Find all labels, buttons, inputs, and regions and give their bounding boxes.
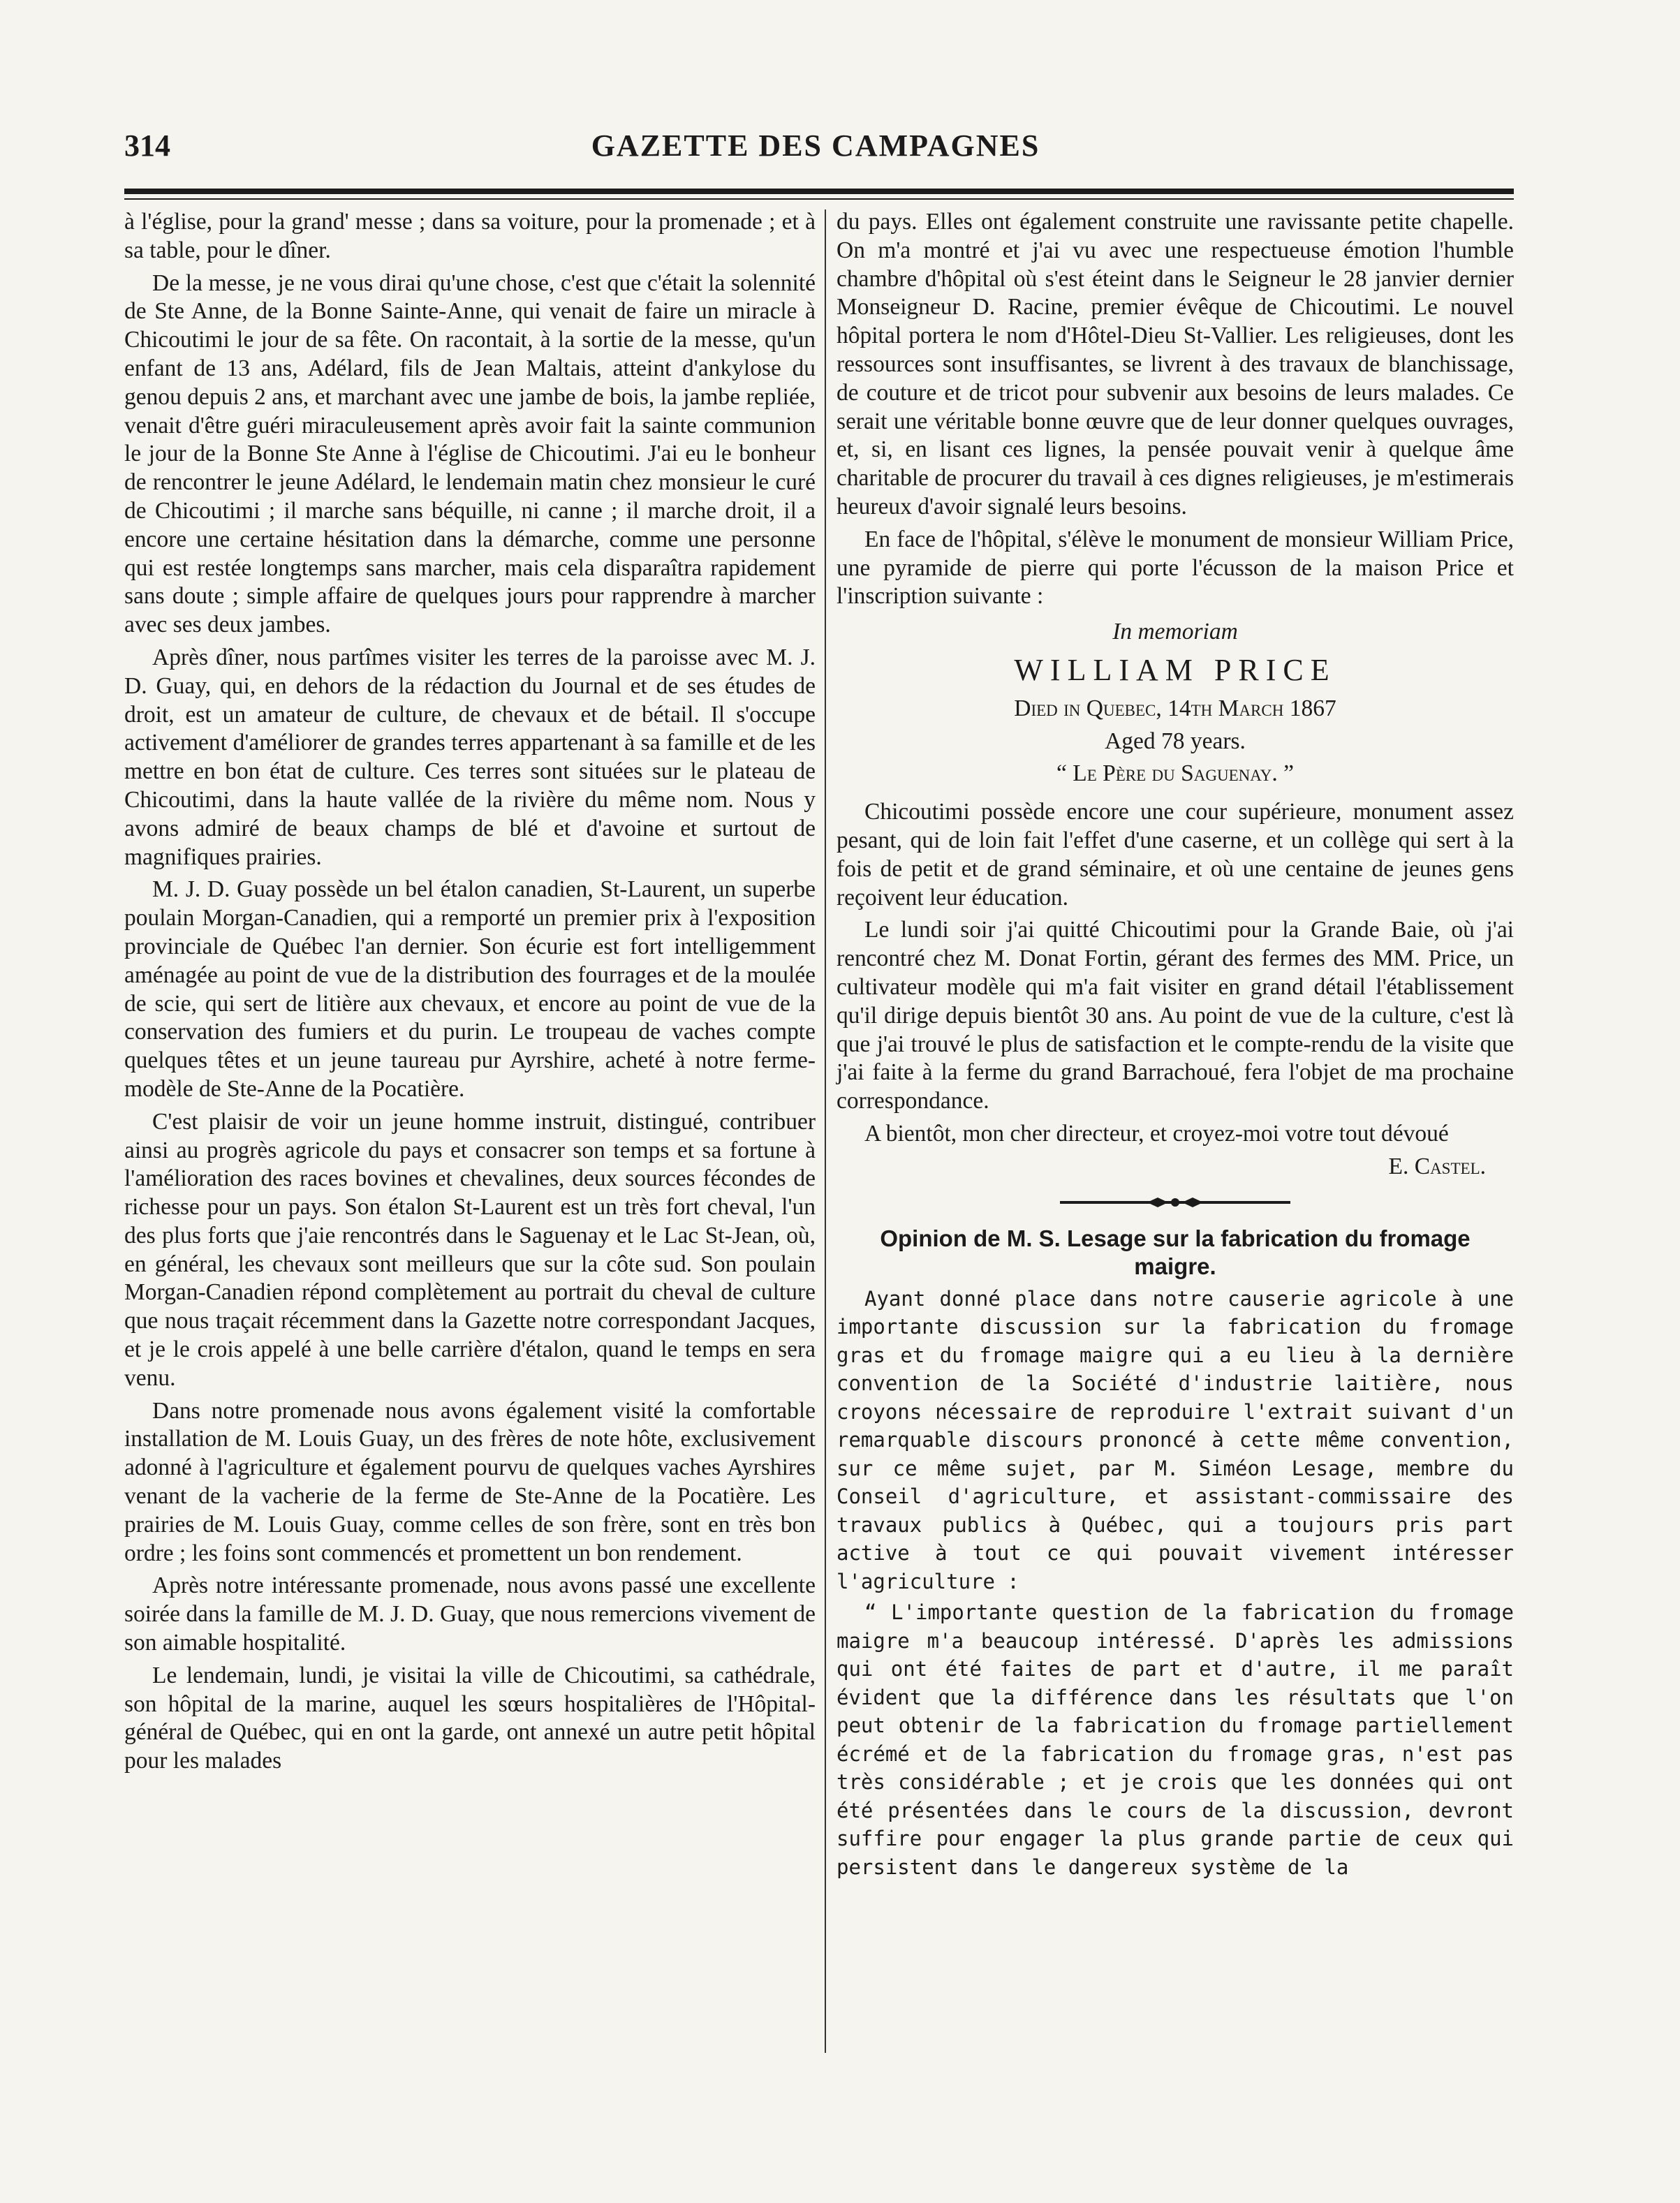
inscription-epithet: “ Le Père du Saguenay. ” [1056, 760, 1295, 787]
header-rule-thick [124, 189, 1514, 194]
left-column [124, 208, 816, 1780]
article-title: Opinion de M. S. Lesage sur la fabrication du fromage maigre. [880, 1225, 1471, 1279]
paragraph: Après dîner, nous partîmes visiter les terres de la paroisse avec M. J. D. Guay, qui, en dehors de la rédaction du Journal et de ses études de droit, est un amateur de culture, de chevaux et de bétail. Il s'occupe activement d'améliorer de grandes terres appartenant à sa famille et de les mettre en bon état de culture. Ces terres sont situées sur le plateau de Chicoutimi, dans la haute vallée de la rivière du même nom. Nous y avons admiré de beaux champs de blé et d'avoine et surtout de magnifiques prairies. [124, 644, 816, 870]
paragraph: Après notre intéressante promenade, nous avons passé une excellente soirée dans la famille de M. J. D. Guay, que nous remercions vivement de son aimable hospitalité. [124, 1572, 816, 1656]
right-column [837, 208, 1514, 1884]
monument-inscription [837, 618, 1514, 788]
paragraph: “ L'importante question de la fabrication du fromage maigre m'a beaucoup intéressé. D'après les admissions qui ont été faites de part et d'autre, il me paraît évident que la différence dans les résultats que l'on peut obtenir de la fabrication du fromage partiellement écrémé et de la fabrication du fromage gras, n'est pas très considérable ; et je crois que les données qui ont été présentées dans le cours de la discussion, devront suffire pour engager la plus grande partie de ceux qui persistent dans le dangereux système de la [837, 1600, 1514, 1879]
paragraph: Chicoutimi possède encore une cour supérieure, monument assez pesant, qui de loin fait l'effet d'une caserne, et un collège qui sert à la fois de petit et de grand séminaire, et où une centaine de jeunes gens reçoivent leur éducation. [837, 799, 1514, 911]
paragraph: à l'église, pour la grand' messe ; dans sa voiture, pour la promenade ; et à sa table, pour le dîner. [124, 209, 816, 263]
paragraph: A bientôt, mon cher directeur, et croyez-moi votre tout dévoué [864, 1120, 1449, 1147]
paragraph: C'est plaisir de voir un jeune homme instruit, distingué, contribuer ainsi au progrès agricole du pays et consacrer son temps et sa fortune à l'amélioration des races bovines et chevalines, deux sources fécondes de richesse pour un pays. Son étalon St-Laurent est un très fort cheval, l'un des plus forts que j'aie rencontrés dans le Saguenay et le Lac St-Jean, où, en général, les chevaux sont meilleurs que sur la côte sud. Son poulain Morgan-Canadien répond complètement au portrait du cheval de culture que nous traçait récemment dans la Gazette notre correspondant Jacques, et je le crois appelé à une belle carrière d'étalon, quand le temps en sera venu. [124, 1108, 816, 1391]
paragraph: Dans notre promenade nous avons également visité la comfortable installation de M. Louis Guay, un des frères de note hôte, exclusivement adonné à l'agriculture et également pourvu de quelques vaches Ayrshires venant de la vacherie de la ferme de Ste-Anne de la Pocatière. Les prairies de M. Louis Guay, comme celles de son frère, sont en très bon ordre ; les foins sont commencés et promettent un bon rendement. [124, 1397, 816, 1566]
inscription-aged: Aged 78 years. [1105, 728, 1246, 754]
inscription-memoriam: In memoriam [1112, 619, 1238, 645]
header-rule-thin [124, 198, 1514, 200]
column-divider [825, 209, 826, 2053]
article-body [837, 1285, 1514, 1882]
paragraph: Le lundi soir j'ai quitté Chicoutimi pour la Grande Baie, où j'ai rencontré chez M. Donat Fortin, gérant des fermes des MM. Price, un cultivateur modèle qui m'a fait visiter en grand détail l'établissement qu'il dirige depuis bientôt 30 ans. Au point de vue de la culture, c'est là que j'ai trouvé le plus de satisfaction et le compte-rendu de la visite que j'ai faite à la ferme du grand Barrachoué, fera l'objet de ma prochaine correspondance. [837, 917, 1514, 1114]
paragraph: Le lendemain, lundi, je visitai la ville de Chicoutimi, sa cathédrale, son hôpital de la marine, auquel les sœurs hospitalières de l'Hôpital-général de Québec, qui en ont la garde, ont annexé un autre petit hôpital pour les malades [124, 1662, 816, 1774]
paragraph: du pays. Elles ont également construite une ravissante petite chapelle. On m'a montré et j'ai vu avec une respectueuse émotion l'humble chambre d'hôpital où s'est éteint dans le Seigneur le 28 janvier dernier Monseigneur D. Racine, premier évêque de Chicoutimi. Le nouvel hôpital portera le nom d'Hôtel-Dieu St-Vallier. Les religieuses, dont les ressources sont insuffisantes, se livrent à des travaux de blanchissage, de couture et de tricot pour subvenir aux besoins de leurs malades. Ce serait une véritable bonne œuvre que de leur donner quelques ouvrages, et, si, en lisant ces lignes, la pensée pouvait venir à quelque âme charitable de procurer du travail à ces dignes religieuses, je m'estimerais heureux d'avoir signalé leurs besoins. [837, 209, 1514, 520]
page-number: 314 [124, 128, 170, 163]
paragraph: Ayant donné place dans notre causerie agricole à une importante discussion sur la fabrication du fromage gras et du fromage maigre qui a eu lieu à la dernière convention de la Société d'industrie laitière, nous croyons nécessaire de reproduire l'extrait suivant d'un remarquable discours prononcé à cette même convention, sur ce même sujet, par M. Siméon Lesage, membre du Conseil d'agriculture, et assistant-commissaire des travaux publics à Québec, qui a toujours pris part active à tout ce qui pouvait vivement intéresser l'agriculture : [837, 1286, 1514, 1593]
page-header [124, 122, 1507, 171]
paragraph: En face de l'hôpital, s'élève le monument de monsieur William Price, une pyramide de pierre qui porte l'écusson de la maison Price et l'inscription suivante : [837, 526, 1514, 610]
inscription-died: Died in Quebec, 14th March 1867 [1014, 695, 1336, 721]
paragraph: M. J. D. Guay possède un bel étalon canadien, St-Laurent, un superbe poulain Morgan-Canadien, qui a remporté un premier prix à l'exposition provinciale de Québec l'an dernier. Son écurie est fort intelligemment aménagée au point de vue de la distribution des fourrages et de la moulée de scie, qui sert de litière aux chevaux, et encore au point de vue de la conservation des fumiers et du purin. Le troupeau de vaches compte quelques têtes et un jeune taureau pur Ayrshire, acheté à notre ferme-modèle de Ste-Anne de la Pocatière. [124, 876, 816, 1102]
journal-title: GAZETTE DES CAMPAGNES [591, 128, 1040, 163]
section-ornament [1060, 1195, 1290, 1209]
paragraph: De la messe, je ne vous dirai qu'une chose, c'est que c'était la solennité de Ste Anne, de la Bonne Sainte-Anne, qui venait de faire un miracle à Chicoutimi le jour de sa fête. On racontait, à la sortie de la messe, qu'un enfant de 13 ans, Adélard, fils de Jean Maltais, atteint d'ankylose du genou depuis 2 ans, et marchant avec une jambe de bois, la jambe repliée, venait d'être guéri miraculeusement après avoir fait la sainte communion le jour de la Bonne Ste Anne à l'église de Chicoutimi. J'ai eu le bonheur de rencontrer le jeune Adélard, le lendemain matin chez monsieur le curé de Chicoutimi ; il marche sans béquille, ni canne ; il marche droit, il a encore une certaine hésitation dans la démarche, comme une personne qui est restée longtemps sans marcher, mais cela disparaîtra rapidement sans doute ; simple affaire de quelques jours pour rapprendre à marcher avec ses deux jambes. [124, 270, 816, 638]
signature: E. Castel. [1388, 1153, 1486, 1179]
inscription-name: WILLIAM PRICE [1014, 652, 1336, 687]
